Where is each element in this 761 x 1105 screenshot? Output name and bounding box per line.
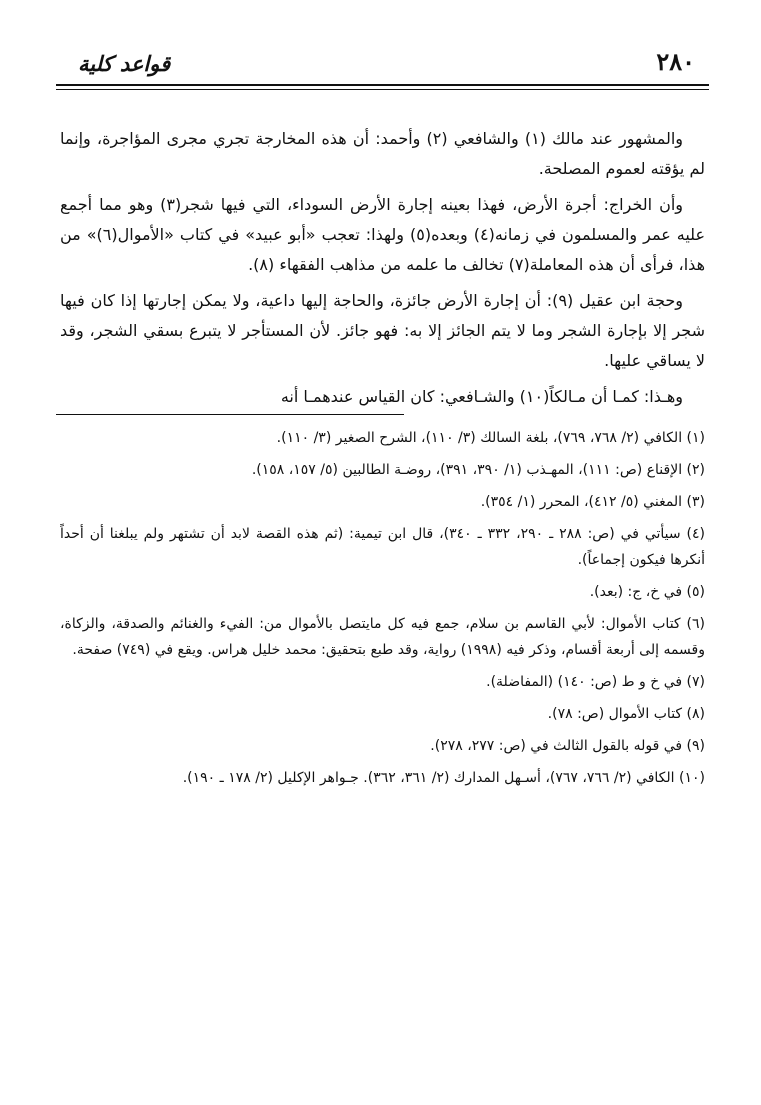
footnote: (٤) سيأتي في (ص: ٢٨٨ ـ ٢٩٠، ٣٣٢ ـ ٣٤٠)، قال ابن تيمية: (ثم هذه القصة لابد أن تشتهر ولم يبلغنا أن أحداً أنكرها فيكون إجماعاً). — [60, 526, 705, 568]
header-rule-thin — [56, 89, 709, 90]
footnote-separator — [56, 414, 404, 415]
footnote: (٣) المغني (٥/ ٤١٢)، المحرر (١/ ٣٥٤). — [480, 494, 705, 510]
paragraph: والمشهور عند مالك (١) والشافعي (٢) وأحمد: أن هذه المخارجة تجري مجرى المؤاجرة، وإنما لم يؤقته لعموم المصلحة. — [60, 129, 705, 178]
footnote: (١٠) الكافي (٢/ ٧٦٦، ٧٦٧)، أسـهل المدارك (٢/ ٣٦١، ٣٦٢). جـواهر الإكليل (٢/ ١٧٨ ـ ١٩٠). — [182, 770, 705, 786]
page-header — [56, 36, 709, 80]
paragraph: وأن الخراج: أجرة الأرض، فهذا بعينه إجارة الأرض السوداء، التي فيها شجر(٣) وهو مما أجمع عليه عمر والمسلمون في زمانه(٤) وبعده(٥) ولهذا: تعجب «أبو عبيد» في كتاب «الأموال(٦)» من هذا، فرأى أن هذه المعاملة(٧) تخالف ما علمه من مذاهب الفقهاء (٨). — [60, 195, 706, 274]
main-text — [56, 124, 709, 412]
footnote: (٥) في خ، ج: (بعد). — [589, 584, 705, 600]
running-title: قواعد كلية — [78, 52, 171, 76]
footnotes — [56, 425, 709, 791]
footnote: (٩) في قوله بالقول الثالث في (ص: ٢٧٧، ٢٧٨). — [430, 738, 705, 754]
page-number: ٢٨٠ — [656, 47, 695, 76]
footnote: (١) الكافي (٢/ ٧٦٨، ٧٦٩)، بلغة السالك (٣/ ١١٠)، الشرح الصغير (٣/ ١١٠). — [276, 430, 705, 446]
header-rule — [56, 84, 709, 86]
footnote: (٨) كتاب الأموال (ص: ٧٨). — [547, 706, 705, 722]
footnote: (٦) كتاب الأموال: لأبي القاسم بن سلام، جمع فيه كل مايتصل بالأموال من: الفيء والغنائم والصدقة، والزكاة، وقسمه إلى أربعة أقسام، وذكر فيه (١٩٩٨) رواية، وقد طبع بتحقيق: محمد خليل هراس. ويقع في (٧٤٩) صفحة. — [60, 616, 705, 658]
paragraph: وهـذا: كمـا أن مـالكاً(١٠) والشـافعي: كان القياس عندهمـا أنه — [280, 387, 683, 406]
paragraph: وحجة ابن عقيل (٩): أن إجارة الأرض جائزة، والحاجة إليها داعية، ولا يمكن إجارتها إذا كان فيها شجر إلا بإجارة الشجر وما لا يتم الجائز إلا به: فهو جائز. لأن المستأجر لا يتبرع بسقي الشجر، وقد لا يساقي عليها. — [60, 291, 705, 370]
footnote: (٢) الإقناع (ص: ١١١)، المهـذب (١/ ٣٩٠، ٣٩١)، روضـة الطالبين (٥/ ١٥٧، ١٥٨). — [251, 462, 705, 478]
footnote: (٧) في خ و ط (ص: ١٤٠) (المفاضلة). — [486, 674, 705, 690]
